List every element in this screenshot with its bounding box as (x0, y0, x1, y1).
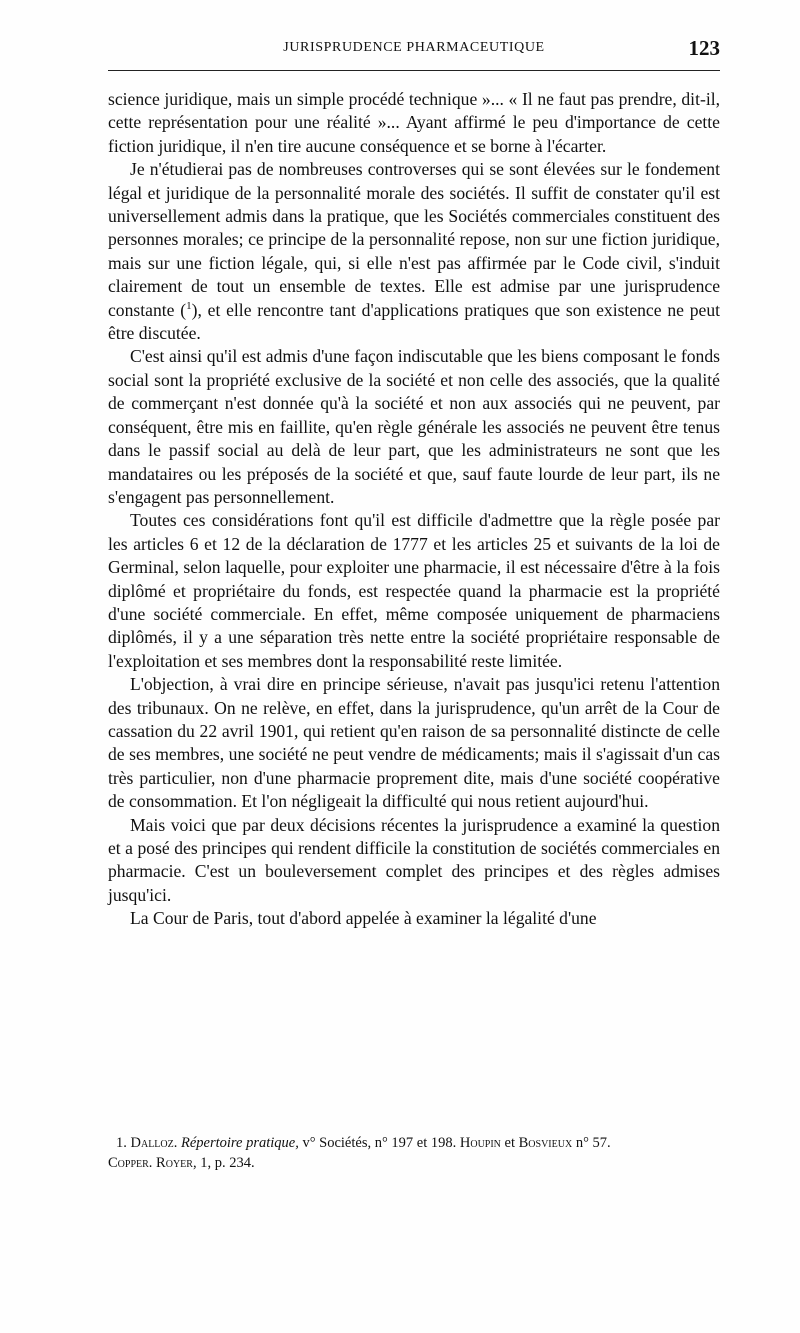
paragraph-1: science juridique, mais un simple procédé technique »... « Il ne faut pas prendre, dit-il, cette représentation pour une réalité »... Ayant affirmé le peu d'importance de cette fiction juridique, il n'en tire aucune conséquence et se borne à l'écarter. (108, 89, 720, 156)
footnote-line-2 (108, 1153, 720, 1173)
body-text (108, 88, 720, 931)
footnote-author-dalloz: Dalloz. (130, 1135, 178, 1151)
footnote-connector: et (504, 1135, 515, 1151)
page-header (108, 36, 720, 62)
footnote-author-bosvieux: Bosvieux (518, 1135, 573, 1151)
footnote-number: 1. (116, 1135, 127, 1151)
footnote-line-1 (108, 1133, 720, 1153)
footnote-reference: 1 (186, 299, 192, 312)
paragraph-2-text-a: Je n'étudierai pas de nombreuses controverses qui se sont élevées sur le fondement légal et juridique de la personnalité morale des sociétés. Il suffit de constater qu'il est universellement admis dans la pratique, que les Sociétés commerciales constituent des personnes morales; ce principe de la personnalité repose, non sur une fiction juridique, mais sur une fiction légale, qui, si elle n'est pas affirmée par le Code civil, s'induit clairement de tout un ensemble de textes. Elle est admise par une jurisprudence constante ( (108, 159, 720, 320)
paragraph-4: Toutes ces considérations font qu'il est difficile d'admettre que la règle posée par les articles 6 et 12 de la déclaration de 1777 et les articles 25 et suivants de la loi de Germinal, selon laquelle, pour exploiter une pharmacie, il est nécessaire d'être à la fois diplômé et propriétaire du fonds, est respectée quand la pharmacie est la propriété d'une société commerciale. En effet, même composée uniquement de pharmaciens diplômés, il y a une séparation très nette entre la société propriétaire responsable de l'exploitation et ses membres dont la responsabilité reste limitée. (108, 510, 720, 671)
footnote-reference-3: 1, p. 234. (200, 1155, 255, 1171)
footnote-author-royer: Royer, (156, 1155, 197, 1171)
footnote (108, 1133, 720, 1173)
footnote-author-houpin: Houpin (459, 1135, 501, 1151)
paragraph-2 (108, 158, 720, 345)
paragraph-2-text-b: ), et elle rencontre tant d'applications pratiques que son existence ne peut être discutée. (108, 299, 721, 344)
paragraph-6: Mais voici que par deux décisions récentes la jurisprudence a examiné la question et a posé des principes qui rendent difficile la constitution de sociétés commerciales en pharmacie. C'est un bouleversement complet des principes et des règles admises jusqu'ici. (108, 814, 720, 905)
paragraph-7: La Cour de Paris, tout d'abord appelée à examiner la légalité d'une (130, 908, 597, 929)
header-rule (108, 70, 720, 71)
footnote-reference-1: v° Sociétés, n° 197 et 198. (302, 1135, 457, 1151)
footnote-author-copper: Copper. (108, 1155, 153, 1171)
paragraph-3: C'est ainsi qu'il est admis d'une façon indiscutable que les biens composant le fonds social sont la propriété exclusive de la société et non celle des associés, que la qualité de commerçant n'est donnée qu'à la société et non aux associés qui ne peuvent, par conséquent, être mis en faillite, qu'en règle générale les associés ne peuvent être tenus dans le passif social au delà de leur part, que les administrateurs ne sont que les mandataires ou les préposés de la société et que, sauf faute lourde de leur part, ils ne s'engagent pas personnellement. (108, 346, 720, 507)
running-title: JURISPRUDENCE PHARMACEUTIQUE (283, 40, 545, 55)
footnote-work-title: Répertoire pratique, (181, 1135, 299, 1151)
footnote-reference-2: n° 57. (575, 1135, 611, 1151)
page-number: 123 (688, 36, 720, 60)
paragraph-5: L'objection, à vrai dire en principe sérieuse, n'avait pas jusqu'ici retenu l'attention des tribunaux. On ne relève, en effet, dans la jurisprudence, qu'un arrêt de la Cour de cassation du 22 avril 1901, qui retient qu'en raison de sa personnalité distincte de celle de ses membres, une société ne peut vendre de médicaments; mais il s'agissait d'un cas très particulier, non d'une pharmacie proprement dite, mais d'une société coopérative de consommation. Et l'on négligeait la difficulté qui nous retient aujourd'hui. (108, 674, 720, 812)
